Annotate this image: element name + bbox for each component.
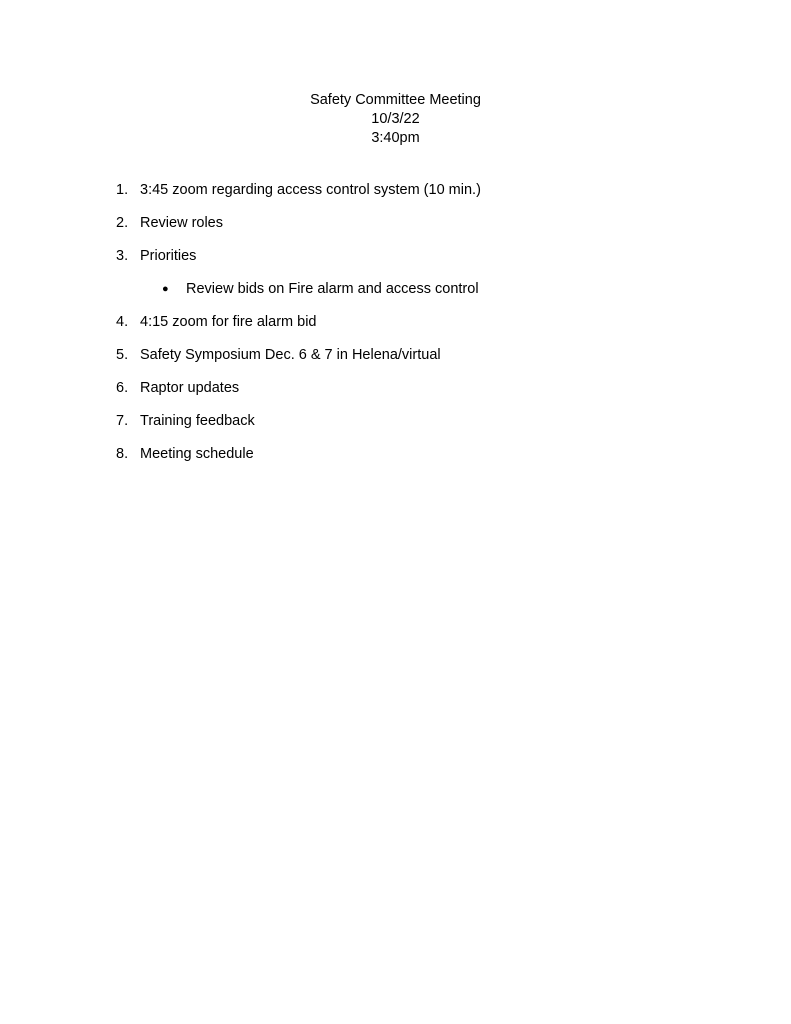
agenda-item <box>0 345 791 378</box>
agenda-item-number: 2. <box>116 215 129 231</box>
agenda-item-number: 4. <box>116 314 129 330</box>
meeting-header <box>0 91 791 148</box>
bullet-icon: ● <box>162 283 169 295</box>
meeting-date: 10/3/22 <box>371 111 420 127</box>
agenda-item-text: Safety Symposium Dec. 6 & 7 in Helena/virtual <box>140 347 441 363</box>
agenda-item-text: Meeting schedule <box>140 446 254 462</box>
agenda-subitem <box>0 279 791 312</box>
agenda-item-number: 5. <box>116 347 129 363</box>
agenda-item <box>0 378 791 411</box>
agenda-item <box>0 180 791 213</box>
agenda-item <box>0 411 791 444</box>
agenda-item-text: 4:15 zoom for fire alarm bid <box>140 314 317 330</box>
agenda-item <box>0 444 791 477</box>
agenda-item-text: Priorities <box>140 248 197 264</box>
agenda-item-number: 8. <box>116 446 129 462</box>
agenda-item <box>0 246 791 279</box>
agenda-item <box>0 312 791 345</box>
agenda-item-number: 3. <box>116 248 129 264</box>
agenda-item-text: Raptor updates <box>140 380 240 396</box>
agenda-item <box>0 213 791 246</box>
agenda-item-text: Review roles <box>140 215 223 231</box>
agenda-item-number: 7. <box>116 413 129 429</box>
meeting-time: 3:40pm <box>371 130 420 146</box>
agenda-item-number: 1. <box>116 182 129 198</box>
agenda-subitem-text: Review bids on Fire alarm and access control <box>186 281 479 297</box>
agenda-list <box>0 180 791 477</box>
agenda-item-text: 3:45 zoom regarding access control system (10 min.) <box>140 182 481 198</box>
agenda-item-number: 6. <box>116 380 129 396</box>
agenda-item-text: Training feedback <box>140 413 255 429</box>
meeting-title: Safety Committee Meeting <box>310 92 481 108</box>
